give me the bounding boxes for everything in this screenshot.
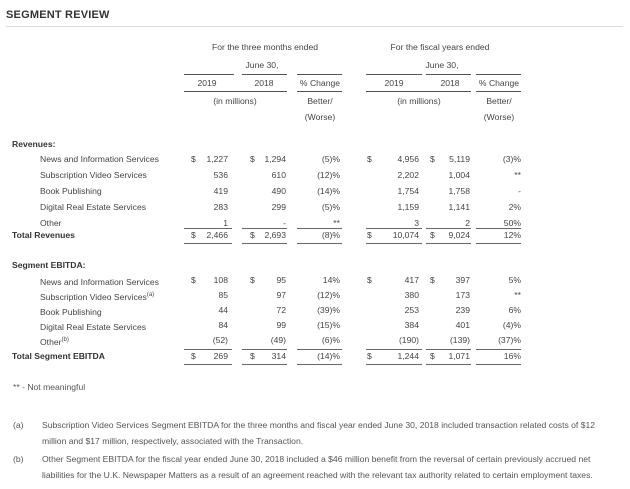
footnote-marker: (a) <box>146 292 155 298</box>
value-cell: 3 <box>414 218 419 228</box>
currency-symbol: $ <box>430 230 435 240</box>
table-row <box>0 184 630 199</box>
value-cell: (52) <box>212 335 228 345</box>
total-rule <box>242 364 287 365</box>
value-cell: 4,956 <box>397 154 419 164</box>
value-cell: 16% <box>503 351 521 361</box>
value-cell: ** <box>514 290 521 300</box>
value-cell: 253 <box>404 305 419 315</box>
value-cell: 14% <box>322 275 340 285</box>
value-cell: 1,758 <box>448 186 470 196</box>
total-rule <box>297 228 342 229</box>
header-rule <box>297 91 342 92</box>
value-cell: 1,159 <box>397 202 419 212</box>
row-label <box>12 228 75 243</box>
currency-symbol: $ <box>191 154 196 164</box>
fiscal-years-header: For the fiscal years ended <box>390 42 490 52</box>
value-cell: (5)% <box>321 154 340 164</box>
footnote-text: liabilities for the U.K. Newspaper Matters as a result of an agreement reached with the relevant tax authority related to certain employment taxes. <box>42 470 593 480</box>
fiscal-years-date-header: June 30, <box>425 60 459 70</box>
currency-symbol: $ <box>430 351 435 361</box>
row-label <box>40 200 146 215</box>
row-label <box>40 152 159 167</box>
footnote-key: (b) <box>13 454 24 464</box>
row-label-text: Other <box>40 218 62 228</box>
table-row <box>0 303 630 318</box>
value-cell: 12% <box>503 230 521 240</box>
value-cell: (4)% <box>502 320 521 330</box>
row-label-text: Digital Real Estate Services <box>40 202 147 212</box>
value-cell: - <box>283 218 286 228</box>
worse-f: (Worse) <box>483 112 515 122</box>
currency-symbol: $ <box>367 275 372 285</box>
value-cell: (12)% <box>317 170 340 180</box>
col-pct-f: % Change <box>478 78 520 88</box>
value-cell: 610 <box>271 170 286 180</box>
value-cell: 299 <box>271 202 286 212</box>
value-cell: (8)% <box>321 230 340 240</box>
row-label-text: News and Information Services <box>40 154 159 164</box>
total-rule <box>184 228 232 229</box>
row-label <box>12 349 105 364</box>
value-cell: 239 <box>455 305 470 315</box>
better-f: Better/ <box>486 96 512 106</box>
currency-symbol: $ <box>367 351 372 361</box>
value-cell: (15)% <box>317 320 340 330</box>
header-rule <box>184 74 234 75</box>
total-rule <box>426 243 471 244</box>
row-label-text: Subscription Video Services <box>40 291 147 302</box>
row-label-text: Book Publishing <box>40 306 102 317</box>
value-cell: 97 <box>276 290 286 300</box>
better-q: Better/ <box>307 96 333 106</box>
title-divider <box>6 26 623 27</box>
table-row <box>0 200 630 215</box>
value-cell: 2,466 <box>206 230 228 240</box>
currency-symbol: $ <box>430 275 435 285</box>
value-cell: 490 <box>271 186 286 196</box>
col-2019-q: 2019 <box>197 78 217 88</box>
value-cell: 72 <box>276 305 286 315</box>
value-cell: 314 <box>271 351 286 361</box>
header-rule <box>426 74 471 75</box>
table-row <box>0 333 630 348</box>
value-cell: 397 <box>455 275 470 285</box>
table-row <box>0 168 630 183</box>
total-rule <box>476 349 521 350</box>
value-cell: - <box>518 186 521 196</box>
value-cell: 6% <box>508 305 521 315</box>
value-cell: 419 <box>213 186 228 196</box>
value-cell: (139) <box>449 335 470 345</box>
total-rule <box>426 349 471 350</box>
row-label <box>40 333 69 350</box>
col-2018-q: 2018 <box>254 78 274 88</box>
value-cell: 269 <box>213 351 228 361</box>
value-cell: 5,119 <box>449 154 470 164</box>
total-rule <box>426 228 471 229</box>
currency-symbol: $ <box>367 230 372 240</box>
header-rule <box>297 74 342 75</box>
header-rule <box>242 74 287 75</box>
value-cell: 2,693 <box>264 230 286 240</box>
total-rule <box>476 364 521 365</box>
table-row <box>0 288 630 303</box>
total-rule <box>476 243 521 244</box>
value-cell: (39)% <box>317 305 340 315</box>
total-rule <box>476 228 521 229</box>
three-months-header: For the three months ended <box>211 42 319 52</box>
value-cell: 1,071 <box>448 351 470 361</box>
currency-symbol: $ <box>250 275 255 285</box>
header-rule <box>184 91 287 92</box>
value-cell: ** <box>333 218 340 228</box>
row-label <box>40 168 147 183</box>
total-rule <box>366 228 422 229</box>
three-months-date-header: June 30, <box>245 60 279 70</box>
revenues-heading: Revenues: <box>12 139 56 149</box>
row-label-text: Other <box>40 336 62 347</box>
value-cell: 2 <box>465 218 470 228</box>
total-rule <box>426 364 471 365</box>
in-millions-f: (in millions) <box>397 96 441 106</box>
table-row <box>0 152 630 167</box>
value-cell: 2% <box>508 202 521 212</box>
value-cell: 95 <box>276 275 286 285</box>
row-label-text: Digital Real Estate Services <box>40 321 147 332</box>
value-cell: 9,024 <box>448 230 470 240</box>
value-cell: 85 <box>218 290 228 300</box>
total-rule <box>184 364 232 365</box>
footnote-text: Subscription Video Services Segment EBITDA for the three months and fiscal year ended June 30, 2018 included transaction related costs of $12 <box>42 420 596 430</box>
row-label <box>40 184 102 199</box>
total-rule <box>184 349 232 350</box>
currency-symbol: $ <box>250 351 255 361</box>
footnote-text: million and $17 million, respectively, associated with the Transaction. <box>42 436 304 446</box>
worse-q: (Worse) <box>304 112 336 122</box>
currency-symbol: $ <box>191 351 196 361</box>
value-cell: (37)% <box>498 335 521 345</box>
value-cell: 1,227 <box>206 154 228 164</box>
value-cell: 384 <box>404 320 419 330</box>
not-meaningful-note: ** - Not meaningful <box>13 382 86 392</box>
row-label-text: Total Revenues <box>12 230 75 240</box>
value-cell: (190) <box>398 335 419 345</box>
row-label-text: Total Segment EBITDA <box>12 351 105 361</box>
value-cell: 401 <box>455 320 470 330</box>
total-rule <box>297 364 342 365</box>
footnote-marker: (b) <box>61 337 69 343</box>
value-cell: 1,141 <box>448 202 470 212</box>
value-cell: 84 <box>218 320 228 330</box>
header-rule <box>366 91 471 92</box>
value-cell: (14)% <box>317 186 340 196</box>
table-row <box>0 273 630 288</box>
total-rule <box>242 349 287 350</box>
header-rule <box>476 74 521 75</box>
total-rule <box>366 364 422 365</box>
value-cell: 44 <box>218 305 228 315</box>
total-row <box>0 349 630 364</box>
total-rule <box>184 243 232 244</box>
value-cell: 1,754 <box>397 186 419 196</box>
value-cell: 1,004 <box>448 170 470 180</box>
value-cell: (12)% <box>317 290 340 300</box>
value-cell: 380 <box>404 290 419 300</box>
value-cell: (6)% <box>321 335 340 345</box>
value-cell: (14)% <box>317 351 340 361</box>
currency-symbol: $ <box>191 275 196 285</box>
footnote-key: (a) <box>13 420 24 430</box>
value-cell: ** <box>514 170 521 180</box>
value-cell: 173 <box>455 290 470 300</box>
value-cell: 2,202 <box>397 170 419 180</box>
table-row <box>0 318 630 333</box>
value-cell: 10,074 <box>392 230 419 240</box>
total-rule <box>297 243 342 244</box>
value-cell: 1,294 <box>264 154 286 164</box>
currency-symbol: $ <box>430 154 435 164</box>
value-cell: 1 <box>223 218 228 228</box>
currency-symbol: $ <box>191 230 196 240</box>
footnote-text: Other Segment EBITDA for the fiscal year ended June 30, 2018 included a $46 million benefit from the reversal of certain previously accrued net <box>42 454 591 464</box>
value-cell: 50% <box>503 218 521 228</box>
row-label-text: Subscription Video Services <box>40 170 147 180</box>
page-title: SEGMENT REVIEW <box>6 9 110 21</box>
value-cell: 417 <box>404 275 419 285</box>
value-cell: (5)% <box>321 202 340 212</box>
value-cell: 108 <box>213 275 228 285</box>
total-row <box>0 228 630 243</box>
value-cell: 536 <box>213 170 228 180</box>
row-label-text: News and Information Services <box>40 276 159 287</box>
value-cell: 283 <box>213 202 228 212</box>
total-rule <box>242 228 287 229</box>
currency-symbol: $ <box>250 230 255 240</box>
value-cell: 5% <box>508 275 521 285</box>
ebitda-heading: Segment EBITDA: <box>12 260 86 270</box>
value-cell: (49) <box>270 335 286 345</box>
currency-symbol: $ <box>250 154 255 164</box>
col-2019-f: 2019 <box>384 78 404 88</box>
value-cell: 1,244 <box>397 351 419 361</box>
total-rule <box>242 243 287 244</box>
total-rule <box>366 243 422 244</box>
in-millions-q: (in millions) <box>213 96 257 106</box>
header-rule <box>366 74 422 75</box>
currency-symbol: $ <box>367 154 372 164</box>
col-pct-q: % Change <box>299 78 341 88</box>
value-cell: (3)% <box>502 154 521 164</box>
total-rule <box>366 349 422 350</box>
col-2018-f: 2018 <box>440 78 460 88</box>
value-cell: 99 <box>276 320 286 330</box>
row-label-text: Book Publishing <box>40 186 102 196</box>
total-rule <box>297 349 342 350</box>
header-rule <box>476 91 521 92</box>
